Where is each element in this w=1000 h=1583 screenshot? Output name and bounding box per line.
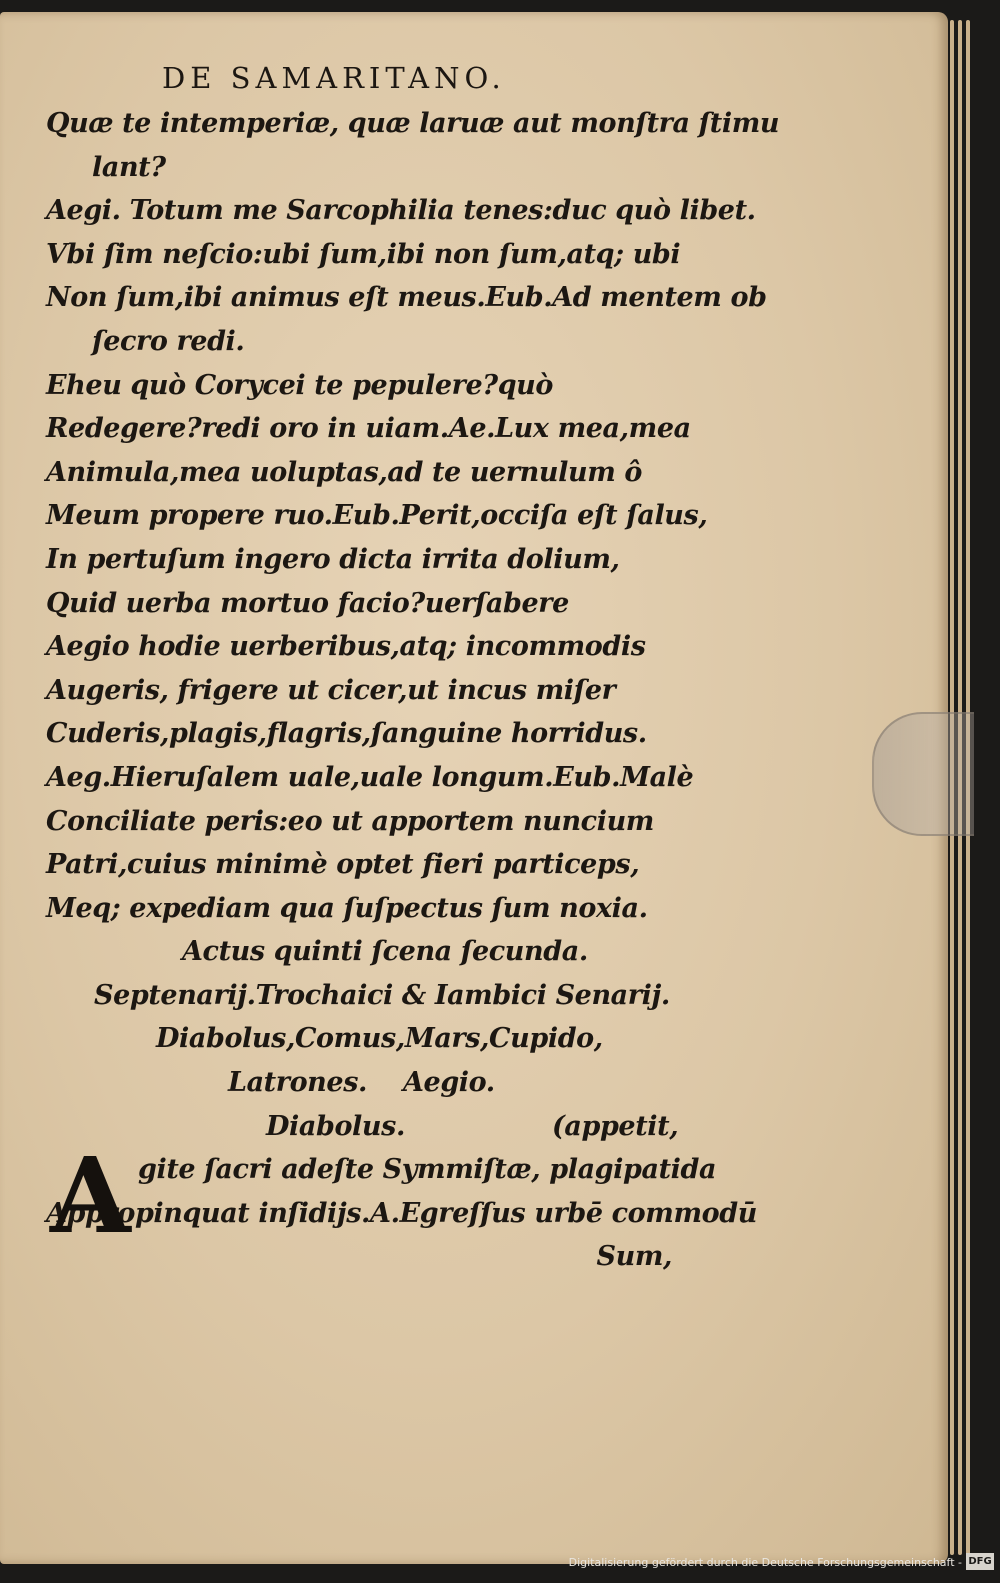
text-line: Aegi. Totum me Sarcophilia tenes:duc quò libet. <box>46 195 756 227</box>
text-line: In pertuſum ingero dicta irrita dolium, <box>46 543 620 575</box>
speaker-name: Diabolus. <box>266 1110 405 1142</box>
text-line: lant? <box>92 151 166 183</box>
text-line: Augeris, frigere ut cicer,ut incus miſer <box>46 674 616 706</box>
text-line: Quæ te intemperiæ, quæ laruæ aut monſtra ſtimu <box>46 108 780 139</box>
speech-text: gite ſacri adeſte Symmiſtæ, plagipatida <box>138 1154 717 1186</box>
text-line: Vbi ſim neſcio:ubi ſum,ibi non ſum,atq; ubi <box>46 238 681 270</box>
text-line: Non ſum,ibi animus eſt meus.Eub.Ad mentem ob <box>46 282 767 314</box>
text-line: Quid uerba mortuo facio?uerſabere <box>46 587 569 619</box>
digitization-credit: Digitalisierung gefördert durch die Deutsche Forschungsgemeinschaft - <box>568 1556 962 1569</box>
text-line: Appropinquat inſidijs.A.Egreſſus urbē commodū <box>46 1197 757 1229</box>
scene-heading: Actus quinti ſcena ſecunda. <box>182 936 588 968</box>
stage-note: (appetit, <box>552 1110 679 1142</box>
page-clip <box>872 712 974 836</box>
text-line: Cuderis,plagis,flagris,ſanguine horridus. <box>46 718 647 750</box>
scene-meter: Septenarij.Trochaici & Iambici Senarij. <box>94 979 670 1011</box>
page-text <box>46 54 780 1279</box>
text-line: Meq; expediam qua ſuſpectus ſum noxia. <box>46 892 648 924</box>
text-line: Meum propere ruo.Eub.Perit,occiſa eſt ſalus, <box>46 500 708 532</box>
text-line: Animula,mea uoluptas,ad te uernulum ô <box>46 456 642 488</box>
dfg-logo: DFG <box>966 1553 994 1570</box>
text-line: Aeg.Hieruſalem uale,uale longum.Eub.Malè <box>46 761 694 793</box>
text-line: Eheu quò Corycei te pepulere?quò <box>46 369 554 401</box>
dramatis-personae: Diabolus,Comus,Mars,Cupido, <box>156 1023 603 1055</box>
text-line: Aegio hodie uerberibus,atq; incommodis <box>46 631 646 663</box>
text-line: Patri,cuius minimè optet fieri particeps, <box>46 849 640 881</box>
text-line: Conciliate peris:eo ut apportem nuncium <box>46 805 654 837</box>
running-header: DE SAMARITANO. <box>162 61 506 95</box>
speaker-line <box>46 1105 696 1149</box>
catchword: Sum, <box>596 1241 672 1273</box>
dramatis-personae: Latrones. Aegio. <box>228 1067 495 1099</box>
text-line: Redegere?redi oro in uiam.Ae.Lux mea,mea <box>46 413 691 445</box>
text-line: ſecro redi. <box>92 325 245 357</box>
drop-cap-letter: A <box>50 1134 131 1258</box>
